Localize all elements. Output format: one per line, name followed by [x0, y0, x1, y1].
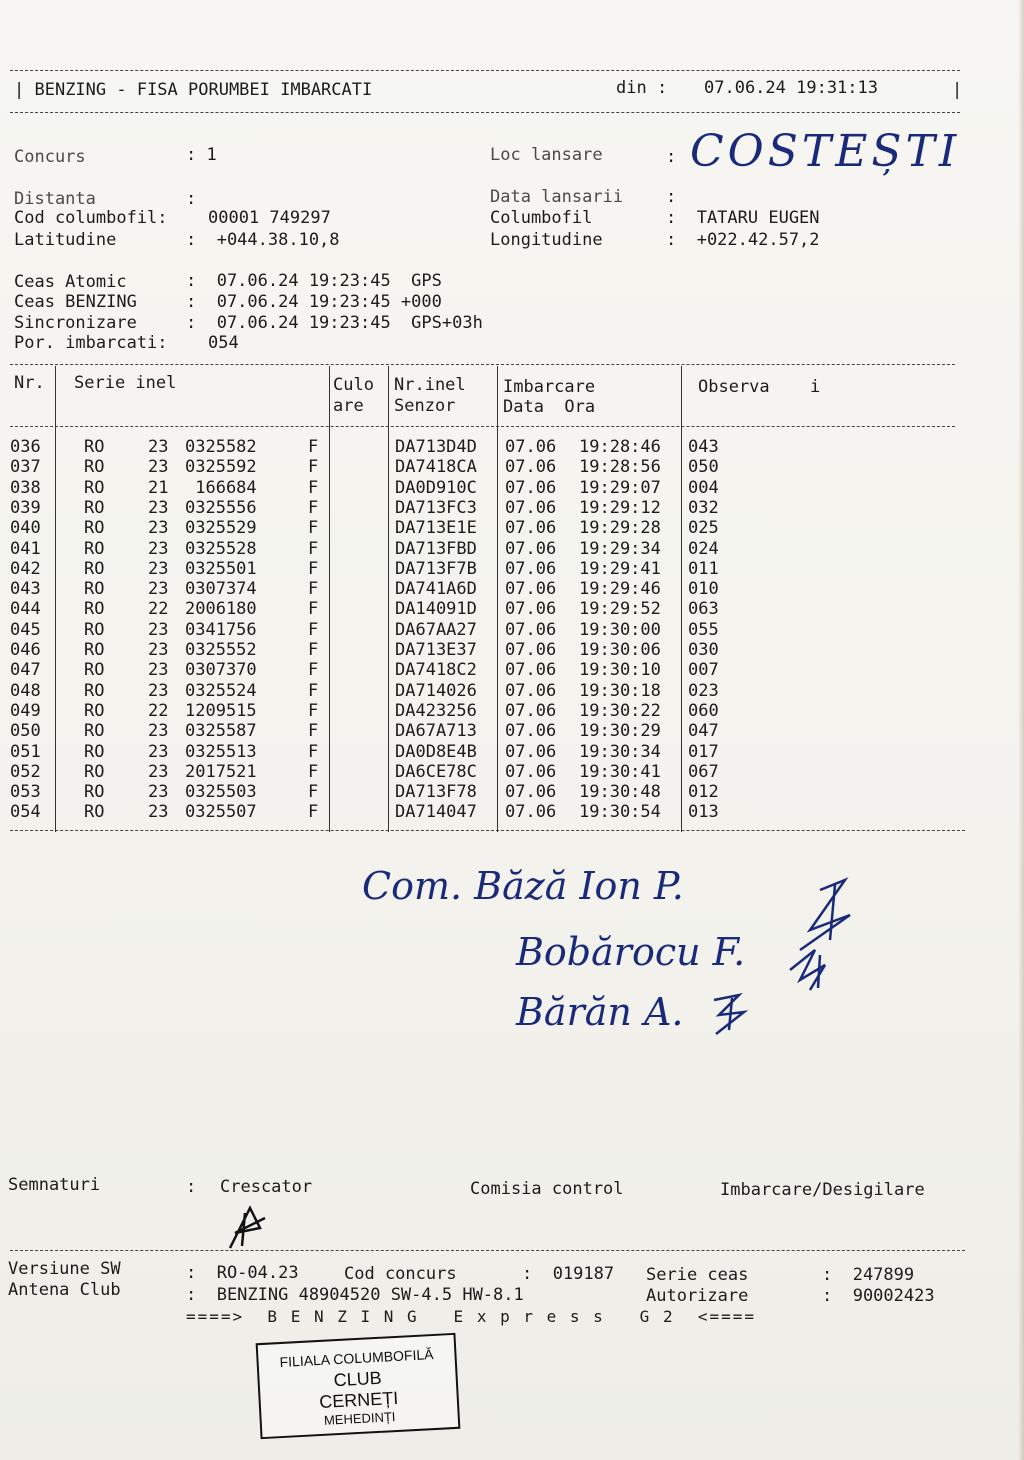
cell-senzor: DA0D8E4B: [395, 741, 477, 762]
table-row: [0, 721, 1024, 741]
cell-an: 23: [148, 721, 169, 742]
serie-ceas-value: : 247899: [822, 1265, 915, 1285]
header-bottom-rule: [10, 112, 960, 113]
cell-obs: 024: [688, 538, 719, 559]
columbofil-label: Columbofil: [490, 208, 593, 228]
cell-tara: RO: [84, 599, 105, 620]
cell-ora: 19:29:52: [579, 599, 661, 620]
cell-an: 23: [148, 680, 169, 701]
table-header-bottom-rule: [10, 426, 955, 427]
cell-tara: RO: [84, 538, 105, 559]
cell-obs: 025: [688, 518, 719, 539]
cell-sex: F: [308, 477, 319, 498]
cell-ora: 19:30:22: [579, 700, 661, 721]
cell-obs: 032: [688, 497, 719, 518]
cell-nr: 053: [10, 782, 41, 803]
cell-nr: 038: [10, 477, 41, 498]
stamp-line-1: FILIALA COLUMBOFILĂ: [279, 1346, 434, 1371]
cell-inel: 0325556: [185, 497, 257, 518]
cell-nr: 041: [10, 538, 41, 559]
cell-inel: 0325528: [185, 538, 257, 559]
cell-nr: 042: [10, 558, 41, 579]
cell-tara: RO: [84, 741, 105, 762]
cell-an: 22: [148, 700, 169, 721]
table-row: [0, 681, 1024, 701]
table-row: [0, 498, 1024, 518]
cell-an: 23: [148, 437, 169, 457]
por-imbarcati-label: Por. imbarcati:: [14, 333, 168, 353]
cell-an: 21: [148, 477, 169, 498]
cell-an: 23: [148, 782, 169, 803]
cell-senzor: DA714047: [395, 802, 477, 823]
cell-an: 23: [148, 802, 169, 823]
antena-club-value: : BENZING 48904520 SW-4.5 HW-8.1: [186, 1285, 524, 1305]
cell-ora: 19:29:41: [579, 558, 661, 579]
table-row: [0, 478, 1024, 498]
sincronizare-value: : 07.06.24 19:23:45 GPS+03h: [186, 313, 483, 333]
cell-obs: 010: [688, 579, 719, 600]
comisia-control-label: Comisia control: [470, 1179, 624, 1199]
col-header-observatii: Observa: [698, 377, 770, 397]
cell-inel: 0341756: [185, 619, 257, 640]
antena-club-label: Antena Club: [8, 1280, 121, 1300]
cell-ora: 19:30:10: [579, 660, 661, 681]
table-row: [0, 620, 1024, 640]
cell-ora: 19:30:41: [579, 761, 661, 782]
cell-ora: 19:30:18: [579, 680, 661, 701]
table-row: [0, 539, 1024, 559]
cell-sex: F: [308, 660, 319, 681]
table-row: [0, 701, 1024, 721]
versiune-sw-value: : RO-04.23: [186, 1263, 299, 1283]
cell-tara: RO: [84, 579, 105, 600]
table-row: [0, 559, 1024, 579]
cell-data: 07.06: [505, 579, 557, 600]
cell-obs: 012: [688, 782, 719, 803]
col-header-culo: Culo: [333, 375, 374, 395]
cell-inel: 0307374: [185, 579, 257, 600]
table-row: [0, 518, 1024, 538]
longitudine-label: Longitudine: [490, 230, 603, 250]
latitudine-value: : +044.38.10,8: [186, 230, 340, 250]
cell-tara: RO: [84, 558, 105, 579]
data-lansarii-label: Data lansarii: [490, 187, 624, 207]
cell-sex: F: [308, 497, 319, 518]
cell-tara: RO: [84, 700, 105, 721]
cell-data: 07.06: [505, 700, 557, 721]
table-row: [0, 782, 1024, 802]
cell-inel: 0307370: [185, 660, 257, 681]
header-datetime: 07.06.24 19:31:13: [704, 78, 878, 98]
col-header-observatii-i: i: [810, 377, 821, 397]
ceas-atomic-label: Ceas Atomic: [14, 272, 127, 292]
table-header-top-rule: [10, 364, 955, 365]
cell-nr: 036: [10, 437, 41, 457]
ceas-benzing-label: Ceas BENZING: [14, 292, 137, 312]
distanta-value: :: [186, 189, 197, 209]
cell-ora: 19:28:56: [579, 457, 661, 478]
cell-tara: RO: [84, 721, 105, 742]
cell-senzor: DA423256: [395, 700, 477, 721]
table-row: [0, 762, 1024, 782]
cell-obs: 011: [688, 558, 719, 579]
cell-senzor: DA67AA27: [395, 619, 477, 640]
cell-tara: RO: [84, 640, 105, 660]
cell-tara: RO: [84, 457, 105, 478]
cell-senzor: DA713E37: [395, 640, 477, 660]
cell-obs: 023: [688, 680, 719, 701]
cell-data: 07.06: [505, 558, 557, 579]
cell-obs: 043: [688, 437, 719, 457]
cell-inel: 0325529: [185, 518, 257, 539]
longitudine-value: : +022.42.57,2: [666, 230, 820, 250]
cell-ora: 19:29:46: [579, 579, 661, 600]
cell-inel: 0325587: [185, 721, 257, 742]
stamp-line-3: CERNEȚI: [318, 1387, 399, 1413]
cell-data: 07.06: [505, 680, 557, 701]
cell-ora: 19:30:48: [579, 782, 661, 803]
cell-sex: F: [308, 640, 319, 660]
header-right-bar: |: [952, 80, 963, 100]
cell-nr: 049: [10, 700, 41, 721]
loc-lansare-colon: :: [666, 147, 677, 167]
cell-obs: 060: [688, 700, 719, 721]
cell-an: 23: [148, 619, 169, 640]
col-header-serie: Serie inel: [74, 373, 177, 393]
table-row: [0, 579, 1024, 599]
cell-inel: 1209515: [185, 700, 257, 721]
cell-inel: 166684: [185, 477, 257, 498]
cell-data: 07.06: [505, 518, 557, 539]
cell-obs: 047: [688, 721, 719, 742]
cell-tara: RO: [84, 802, 105, 823]
cod-concurs-label: Cod concurs: [344, 1264, 457, 1284]
cell-data: 07.06: [505, 437, 557, 457]
cell-nr: 054: [10, 802, 41, 823]
cell-data: 07.06: [505, 457, 557, 478]
cell-sex: F: [308, 437, 319, 457]
cell-data: 07.06: [505, 741, 557, 762]
sincronizare-label: Sincronizare: [14, 313, 137, 333]
cell-ora: 19:30:00: [579, 619, 661, 640]
cell-senzor: DA713F78: [395, 782, 477, 803]
cell-inel: 0325501: [185, 558, 257, 579]
cell-senzor: DA67A713: [395, 721, 477, 742]
col-header-nrinel: Nr.inel: [394, 375, 466, 395]
cell-an: 23: [148, 558, 169, 579]
title-text: BENZING - FISA PORUMBEI IMBARCATI: [34, 80, 373, 100]
concurs-value: : 1: [186, 145, 217, 165]
serie-ceas-label: Serie ceas: [646, 1265, 749, 1285]
cell-sex: F: [308, 619, 319, 640]
cell-an: 23: [148, 640, 169, 660]
cell-sex: F: [308, 518, 319, 539]
cell-data: 07.06: [505, 782, 557, 803]
cell-senzor: DA714026: [395, 680, 477, 701]
cell-sex: F: [308, 700, 319, 721]
cell-nr: 039: [10, 497, 41, 518]
cell-an: 23: [148, 518, 169, 539]
cell-sex: F: [308, 579, 319, 600]
table-bottom-rule: [10, 830, 965, 831]
cell-senzor: DA7418CA: [395, 457, 477, 478]
cell-data: 07.06: [505, 761, 557, 782]
cell-data: 07.06: [505, 660, 557, 681]
cell-inel: 0325582: [185, 437, 257, 457]
cell-senzor: DA713E1E: [395, 518, 477, 539]
cell-tara: RO: [84, 660, 105, 681]
cell-data: 07.06: [505, 477, 557, 498]
cell-inel: 0325592: [185, 457, 257, 478]
cell-nr: 046: [10, 640, 41, 660]
cell-data: 07.06: [505, 802, 557, 823]
stamp-line-2: CLUB: [333, 1367, 383, 1391]
table-row: [0, 660, 1024, 680]
cell-tara: RO: [84, 619, 105, 640]
cell-senzor: DA0D910C: [395, 477, 477, 498]
commission-line-1: Com. Băză Ion P.: [362, 864, 684, 908]
cell-an: 22: [148, 599, 169, 620]
cell-an: 23: [148, 761, 169, 782]
crescator-signature: [220, 1198, 280, 1253]
semnaturi-label: Semnaturi: [8, 1175, 101, 1195]
cell-nr: 037: [10, 457, 41, 478]
por-imbarcati-value: 054: [208, 333, 239, 353]
cell-ora: 19:29:28: [579, 518, 661, 539]
cell-inel: 0325503: [185, 782, 257, 803]
cell-sex: F: [308, 538, 319, 559]
cell-sex: F: [308, 741, 319, 762]
cell-nr: 045: [10, 619, 41, 640]
cod-concurs-value: : 019187: [522, 1264, 615, 1284]
ceas-benzing-value: : 07.06.24 19:23:45 +000: [186, 292, 442, 312]
table-row: [0, 437, 1024, 457]
cell-senzor: DA7418C2: [395, 660, 477, 681]
cell-senzor: DA713D4D: [395, 437, 477, 457]
cell-ora: 19:30:29: [579, 721, 661, 742]
cell-tara: RO: [84, 477, 105, 498]
table-row: [0, 457, 1024, 477]
cell-obs: 013: [688, 802, 719, 823]
cell-an: 23: [148, 538, 169, 559]
cell-tara: RO: [84, 680, 105, 701]
cell-data: 07.06: [505, 721, 557, 742]
cell-obs: 063: [688, 599, 719, 620]
cell-an: 23: [148, 457, 169, 478]
cell-ora: 19:28:46: [579, 437, 661, 457]
table-row: [0, 599, 1024, 619]
cell-ora: 19:29:12: [579, 497, 661, 518]
cell-nr: 047: [10, 660, 41, 681]
cell-ora: 19:29:07: [579, 477, 661, 498]
semnaturi-colon: :: [186, 1177, 197, 1197]
cell-tara: RO: [84, 437, 105, 457]
header-date-label: din :: [616, 78, 668, 98]
cod-columbofil-label: Cod columbofil:: [14, 208, 168, 228]
commission-line-2: Bobărocu F.: [516, 930, 746, 974]
columbofil-value: : TATARU EUGEN: [666, 208, 820, 228]
cell-nr: 050: [10, 721, 41, 742]
loc-lansare-handwritten: COSTEȘTI: [690, 126, 961, 177]
cell-an: 23: [148, 579, 169, 600]
versiune-sw-label: Versiune SW: [8, 1259, 121, 1279]
cell-senzor: DA14091D: [395, 599, 477, 620]
cell-sex: F: [308, 558, 319, 579]
cell-ora: 19:29:34: [579, 538, 661, 559]
cell-ora: 19:30:06: [579, 640, 661, 660]
cod-columbofil-value: 00001 749297: [208, 208, 331, 228]
cell-nr: 051: [10, 741, 41, 762]
cell-an: 23: [148, 660, 169, 681]
cell-senzor: DA6CE78C: [395, 761, 477, 782]
cell-inel: 0325524: [185, 680, 257, 701]
cell-obs: 050: [688, 457, 719, 478]
cell-sex: F: [308, 457, 319, 478]
loc-lansare-label: Loc lansare: [490, 145, 603, 165]
cell-sex: F: [308, 599, 319, 620]
cell-data: 07.06: [505, 619, 557, 640]
cell-senzor: DA741A6D: [395, 579, 477, 600]
footer-rule: [10, 1250, 965, 1251]
cell-data: 07.06: [505, 497, 557, 518]
ceas-atomic-value: : 07.06.24 19:23:45 GPS: [186, 271, 442, 291]
cell-sex: F: [308, 802, 319, 823]
commission-line-3: Bărăn A.: [516, 990, 684, 1034]
cell-tara: RO: [84, 761, 105, 782]
cell-inel: 2006180: [185, 599, 257, 620]
cell-an: 23: [148, 497, 169, 518]
benzing-express-banner: ====> B E N Z I N G E x p r e s s G 2 <====: [186, 1307, 757, 1326]
cell-an: 23: [148, 741, 169, 762]
cell-sex: F: [308, 680, 319, 701]
cell-sex: F: [308, 721, 319, 742]
stamp-line-4: MEHEDINȚI: [323, 1409, 396, 1428]
cell-tara: RO: [84, 782, 105, 803]
cell-obs: 030: [688, 640, 719, 660]
cell-obs: 004: [688, 477, 719, 498]
cell-inel: 0325552: [185, 640, 257, 660]
col-header-data-ora: Data Ora: [503, 397, 596, 417]
cell-tara: RO: [84, 518, 105, 539]
cell-nr: 040: [10, 518, 41, 539]
autorizare-label: Autorizare: [646, 1286, 749, 1306]
cell-nr: 052: [10, 761, 41, 782]
cell-ora: 19:30:34: [579, 741, 661, 762]
cell-senzor: DA713FBD: [395, 538, 477, 559]
cell-data: 07.06: [505, 640, 557, 660]
latitudine-label: Latitudine: [14, 230, 117, 250]
cell-obs: 055: [688, 619, 719, 640]
table-row: [0, 640, 1024, 660]
cell-data: 07.06: [505, 599, 557, 620]
cell-nr: 048: [10, 680, 41, 701]
table-row: [0, 802, 1024, 822]
cell-obs: 017: [688, 741, 719, 762]
cell-nr: 043: [10, 579, 41, 600]
header-top-rule: [10, 70, 960, 71]
club-stamp: [256, 1333, 461, 1439]
cell-inel: 0325513: [185, 741, 257, 762]
cell-tara: RO: [84, 497, 105, 518]
cell-nr: 044: [10, 599, 41, 620]
document-title: | BENZING - FISA PORUMBEI IMBARCATI: [14, 80, 373, 100]
cell-sex: F: [308, 761, 319, 782]
imbarcare-desigilare-label: Imbarcare/Desigilare: [720, 1180, 925, 1200]
crescator-label: Crescator: [220, 1177, 313, 1197]
concurs-label: Concurs: [14, 147, 86, 167]
cell-senzor: DA713F7B: [395, 558, 477, 579]
col-header-are: are: [333, 396, 364, 416]
table-row: [0, 742, 1024, 762]
cell-ora: 19:30:54: [579, 802, 661, 823]
signature-scribble-3: [704, 990, 754, 1040]
cell-obs: 067: [688, 761, 719, 782]
cell-inel: 0325507: [185, 802, 257, 823]
cell-senzor: DA713FC3: [395, 497, 477, 518]
cell-inel: 2017521: [185, 761, 257, 782]
autorizare-value: : 90002423: [822, 1286, 935, 1306]
cell-obs: 007: [688, 660, 719, 681]
data-lansarii-value: :: [666, 187, 677, 207]
col-header-senzor: Senzor: [394, 396, 456, 416]
distanta-label: Distanta: [14, 189, 96, 209]
signature-scribbles: [780, 870, 870, 1040]
col-header-nr: Nr.: [14, 373, 45, 393]
col-header-imbarcare: Imbarcare: [503, 377, 596, 397]
cell-sex: F: [308, 782, 319, 803]
cell-data: 07.06: [505, 538, 557, 559]
